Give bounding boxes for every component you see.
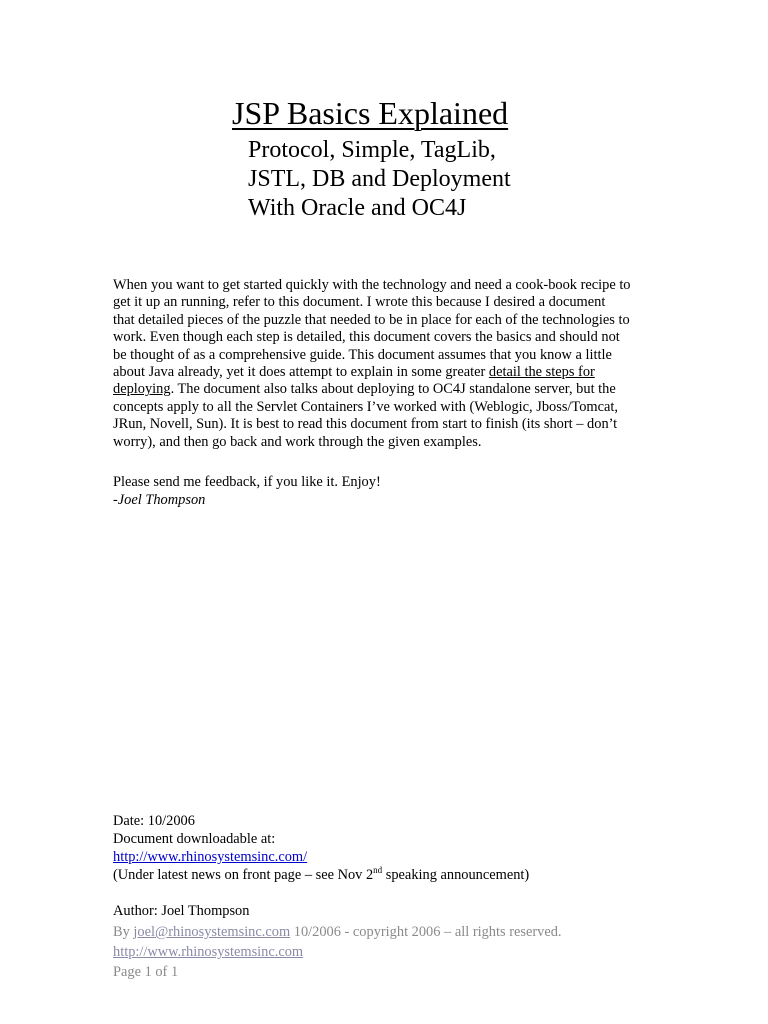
date-line: Date: 10/2006 [113,813,195,829]
intro-line: be thought of as a comprehensive guide. This document assumes that you know a little [113,346,612,363]
intro-text: . The document also talks about deploying to OC4J standalone server, but the [170,381,616,398]
signature: -Joel Thompson [113,492,206,508]
note-superscript: nd [373,865,383,875]
footer-copyright-line [113,922,562,942]
intro-line: concepts apply to all the Servlet Containers I’ve worked with (Weblogic, Jboss/Tomcat, [113,398,618,415]
subtitle-line: With Oracle and OC4J [248,195,467,221]
intro-line: worry), and then go back and work through the given examples. [113,433,482,450]
intro-line: work. Even though each step is detailed, this document covers the basics and should not [113,329,620,346]
note-text-end: speaking announcement) [382,867,530,883]
feedback-text: Please send me feedback, if you like it. Enjoy! [113,474,381,490]
footer-by: By [113,924,134,940]
intro-line: JRun, Novell, Sun). It is best to read this document from start to finish (its short – don’t [113,416,618,433]
footer-url-link[interactable]: http://www.rhinosystemsinc.com [113,944,304,960]
intro-line: When you want to get started quickly with the technology and need a cook-book recipe to [113,277,631,293]
intro-paragraph [113,277,658,451]
page-number: Page 1 of 1 [113,964,179,980]
subtitle-line: Protocol, Simple, TagLib, [248,137,496,163]
subtitle-line: JSTL, DB and Deployment [248,166,511,192]
feedback-section [113,473,381,509]
download-label: Document downloadable at: [113,831,276,847]
intro-line [113,381,658,398]
announcement-note [113,866,529,884]
deploy-steps-link[interactable]: detail the steps for [488,364,595,381]
author-line: Author: Joel Thompson [113,903,250,919]
intro-line: that detailed pieces of the puzzle that needed to be in place for each of the technologies to [113,311,630,328]
download-link[interactable]: http://www.rhinosystemsinc.com/ [113,849,308,865]
document-meta [113,812,529,884]
intro-text: about Java already, yet it does attempt to explain in some greater [113,364,489,381]
document-subtitle [248,136,511,223]
intro-line [113,364,658,381]
page-footer [113,922,562,982]
deploy-steps-link-cont[interactable]: deploying [113,381,171,398]
note-text: (Under latest news on front page – see Nov 2 [113,867,374,883]
intro-line: get it up an running, refer to this document. I wrote this because I desired a document [113,294,606,311]
document-title: JSP Basics Explained [232,95,509,131]
footer-email-link[interactable]: joel@rhinosystemsinc.com [133,924,291,940]
footer-copyright: 10/2006 - copyright 2006 – all rights reserved. [290,924,562,940]
